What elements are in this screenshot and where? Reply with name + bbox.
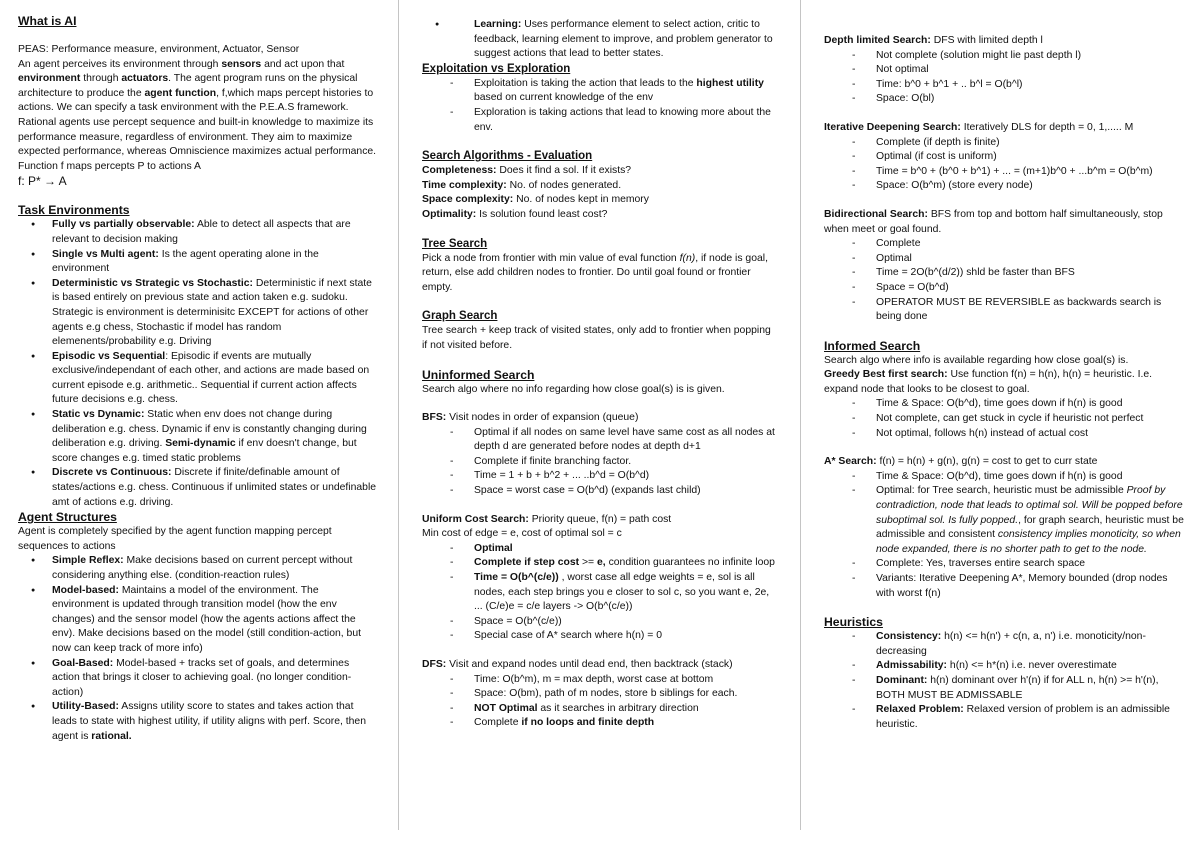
list-item: ● Learning: Uses performance element to select action, critic to feedback, learning element to improve, and problem generator to suggest actions that lead to better states. xyxy=(422,18,778,62)
list-item: - Complete if step cost >= e, condition guarantees no infinite loop xyxy=(422,556,778,571)
astar-list xyxy=(824,470,1184,601)
list-item: - Consistency: h(n) <= h(n') + c(n, a, n') i.e. monoticity/non-decreasing xyxy=(824,630,1184,659)
list-item: - Time & Space: O(b^d), time goes down if h(n) is good xyxy=(824,397,1184,412)
list-item: - Time = 2O(b^(d/2)) shld be faster than BFS xyxy=(824,266,1184,281)
uninformed-intro: Search algo where no info regarding how close goal(s) is is given. xyxy=(422,383,725,395)
task-env-list xyxy=(18,218,378,510)
list-item: - Complete xyxy=(824,237,1184,252)
agent-paragraph: An agent perceives its environment through sensors and act upon that environment through actuators. The agent program runs on the physical architecture to produce the agent function, f,which maps percept histories to actions. We can specify a task environment with the P.E.A.S framework. Rational agents use percept sequence and built-in knowledge to maximize its performance measure, regardless of environment. They aim to maximize expected performance, whereas Omniscience maximizes actual performance. xyxy=(18,58,377,158)
ids-heading: Iterative Deepening Search: Iteratively DLS for depth = 0, 1,..... M xyxy=(824,121,1134,133)
eval-row: Optimality: Is solution found least cost? xyxy=(422,208,608,220)
list-item: - Not optimal, follows h(n) instead of actual cost xyxy=(824,427,1184,442)
ucs-line2: Min cost of edge = e, cost of optimal sol = c xyxy=(422,528,622,540)
section-title-agent-structures: Agent Structures xyxy=(18,510,117,525)
list-item: - Space: O(bm), path of m nodes, store b siblings for each. xyxy=(422,687,778,702)
list-item: - Space: O(bl) xyxy=(824,92,1184,107)
list-item: ● Episodic vs Sequential: Episodic if events are mutually exclusive/independant of each other, and actions are made based on current episode e.g. arithmetic.. Sequential if current action affects future decisions e.g. chess. xyxy=(18,350,378,408)
list-item: - Complete: Yes, traverses entire search space xyxy=(824,557,1184,572)
list-item: ● Deterministic vs Strategic vs Stochastic: Deterministic if next state is based entirely on previous state and action taken e.g. sudoku. Strategic is environment is determinisitc EXCEPT for actions of other agents e.g chess, Stochastic if model has random elemenents/probability e.g. Driving xyxy=(18,277,378,350)
column-divider-2 xyxy=(800,0,801,830)
column-2 xyxy=(422,18,778,731)
list-item: - Variants: Iterative Deepening A*, Memory bounded (drop nodes with worst f(n) xyxy=(824,572,1184,601)
list-item: - Time: O(b^m), m = max depth, worst case at bottom xyxy=(422,673,778,688)
list-item: - Complete if finite branching factor. xyxy=(422,455,778,470)
list-item: ● Single vs Multi agent: Is the agent operating alone in the environment xyxy=(18,248,378,277)
section-title-informed-search: Informed Search xyxy=(824,338,921,353)
list-item: - Not complete (solution might lie past depth l) xyxy=(824,49,1184,64)
section-title-exploitation: Exploitation vs Exploration xyxy=(422,62,571,75)
list-item: ● Discrete vs Continuous: Discrete if finite/definable amount of states/actions e.g. chess. Continuous if unlimited states or undefinable amt of actions e.g. driving. xyxy=(18,466,378,510)
bfs-list xyxy=(422,426,778,499)
list-item: - Optimal if all nodes on same level have same cost as all nodes at depth d are generated before nodes at depth d+1 xyxy=(422,426,778,455)
learning-list xyxy=(422,18,778,62)
section-title-task-environments: Task Environments xyxy=(18,203,130,218)
list-item: - Space: O(b^m) (store every node) xyxy=(824,179,1184,194)
list-item: - Space = O(b^(c/e)) xyxy=(422,615,778,630)
dfs-heading: DFS: Visit and expand nodes until dead end, then backtrack (stack) xyxy=(422,659,733,670)
eval-row: Time complexity: No. of nodes generated. xyxy=(422,179,622,191)
list-item: - Space = O(b^d) xyxy=(824,281,1184,296)
list-item: - Time: b^0 + b^1 + .. b^l = O(b^l) xyxy=(824,78,1184,93)
list-item: - Time = O(b^(c/e)) , worst case all edge weights = e, sol is all nodes, each step brings you e closer to sol c, so you want e, 2e, ... (C/e)e = c/e layers -> O(b^(c/e)) xyxy=(422,571,778,615)
tree-search-text: Pick a node from frontier with min value of eval function f(n), if node is goal, return, else add children nodes to frontier. Do until goal found or frontier empty. xyxy=(422,252,768,293)
ucs-heading: Uniform Cost Search: Priority queue, f(n) = path cost xyxy=(422,513,672,525)
column-3 xyxy=(824,34,1184,732)
informed-intro: Search algo where info is available regarding how close goal(s) is. xyxy=(824,354,1129,366)
section-title-uninformed-search: Uninformed Search xyxy=(422,367,535,382)
list-item: - Time & Space: O(b^d), time goes down if h(n) is good xyxy=(824,470,1184,485)
list-item: - Optimal: for Tree search, heuristic must be admissible Proof by contradiction, node that leads to optimal sol. Will be popped before suboptimal sol. Is fully popped., for graph search, heuristic must be admissible and consistent consistency implies monoticity, so when node expanded, there is no shorter path to get to the node. xyxy=(824,484,1184,557)
list-item: - Optimal xyxy=(422,542,778,557)
list-item: - Optimal xyxy=(824,252,1184,267)
list-item: - Space = worst case = O(b^d) (expands last child) xyxy=(422,484,778,499)
list-item: - Complete (if depth is finite) xyxy=(824,136,1184,151)
list-item: - Not optimal xyxy=(824,63,1184,78)
eval-row: Completeness: Does it find a sol. If it exists? xyxy=(422,165,632,177)
function-formula: f: P* → A xyxy=(18,174,67,189)
function-line: Function f maps percepts P to actions A xyxy=(18,160,201,172)
astar-heading: A* Search: f(n) = h(n) + g(n), g(n) = cost to get to curr state xyxy=(824,456,1098,468)
agent-structures-list xyxy=(18,554,378,744)
list-item: - Not complete, can get stuck in cycle if heuristic not perfect xyxy=(824,412,1184,427)
list-item: - Special case of A* search where h(n) = 0 xyxy=(422,629,778,644)
list-item: ● Model-based: Maintains a model of the environment. The environment is updated through transition model (how the env changes) and the sensor model (how the agents actions affect the env). Make decisions based on the model (still condition-action, but now can keep track of more info) xyxy=(18,584,378,657)
exploitation-list xyxy=(422,77,778,135)
list-item: - OPERATOR MUST BE REVERSIBLE as backwards search is being done xyxy=(824,296,1184,325)
dfs-list xyxy=(422,673,778,731)
graph-search-text: Tree search + keep track of visited states, only add to frontier when popping if not visited before. xyxy=(422,325,771,351)
list-item: - NOT Optimal as it searches in arbitrary direction xyxy=(422,702,778,717)
list-item: - Exploitation is taking the action that leads to the highest utility based on current knowledge of the env xyxy=(422,77,778,106)
list-item: ● Goal-Based: Model-based + tracks set of goals, and determines action that brings it closer to achieving goal. (no longer condition-action) xyxy=(18,657,378,701)
column-divider-1 xyxy=(398,0,399,830)
list-item: - Optimal (if cost is uniform) xyxy=(824,150,1184,165)
list-item: - Relaxed Problem: Relaxed version of problem is an admissible heuristic. xyxy=(824,703,1184,732)
ucs-list xyxy=(422,542,778,644)
list-item: - Complete if no loops and finite depth xyxy=(422,716,778,731)
section-title-what-is-ai: What is AI xyxy=(18,14,77,28)
list-item: ● Fully vs partially observable: Able to detect all aspects that are relevant to decision making xyxy=(18,218,378,247)
list-item: - Time = 1 + b + b^2 + ... ..b^d = O(b^d) xyxy=(422,469,778,484)
peas-line: PEAS: Performance measure, environment, Actuator, Sensor xyxy=(18,44,300,55)
bidirectional-list xyxy=(824,237,1184,325)
section-title-tree-search: Tree Search xyxy=(422,237,488,250)
list-item: ● Simple Reflex: Make decisions based on current percept without considering anything else. (condition-reaction rules) xyxy=(18,554,378,583)
dls-heading: Depth limited Search: DFS with limited depth l xyxy=(824,35,1043,46)
list-item: - Dominant: h(n) dominant over h'(n) if for ALL n, h(n) >= h'(n), BOTH MUST BE ADMISSABLE xyxy=(824,674,1184,703)
section-title-search-evaluation: Search Algorithms - Evaluation xyxy=(422,150,593,163)
section-title-graph-search: Graph Search xyxy=(422,310,498,323)
dls-list xyxy=(824,49,1184,107)
section-title-heuristics: Heuristics xyxy=(824,615,883,630)
list-item: ● Utility-Based: Assigns utility score to states and takes action that leads to state with highest utility, if utility aligns with perf. Score, then agent is rational. xyxy=(18,700,378,744)
bidirectional-heading: Bidirectional Search: BFS from top and bottom half simultaneously, stop when meet or goal found. xyxy=(824,208,1163,235)
list-item: - Exploration is taking actions that lead to knowing more about the env. xyxy=(422,106,778,135)
bfs-heading: BFS: Visit nodes in order of expansion (queue) xyxy=(422,412,639,424)
heuristics-list xyxy=(824,630,1184,732)
greedy-list xyxy=(824,397,1184,441)
ids-list xyxy=(824,136,1184,194)
list-item: - Time = b^0 + (b^0 + b^1) + ... = (m+1)b^0 + ...b^m = O(b^m) xyxy=(824,165,1184,180)
agent-structures-intro: Agent is completely specified by the agent function mapping percept sequences to actions xyxy=(18,526,332,552)
column-1 xyxy=(18,14,378,744)
list-item: ● Static vs Dynamic: Static when env does not change during deliberation e.g. chess. Dynamic if env is constantly changing during deliberation e.g. driving. Semi-dynamic if env doesn't change, but score changes e.g. timed static problems xyxy=(18,408,378,466)
list-item: - Admissability: h(n) <= h*(n) i.e. never overestimate xyxy=(824,659,1184,674)
eval-row: Space complexity: No. of nodes kept in memory xyxy=(422,194,649,206)
greedy-heading: Greedy Best first search: Use function f(n) = h(n), h(n) = heuristic. I.e. expand node that looks to be closest to goal. xyxy=(824,369,1153,395)
